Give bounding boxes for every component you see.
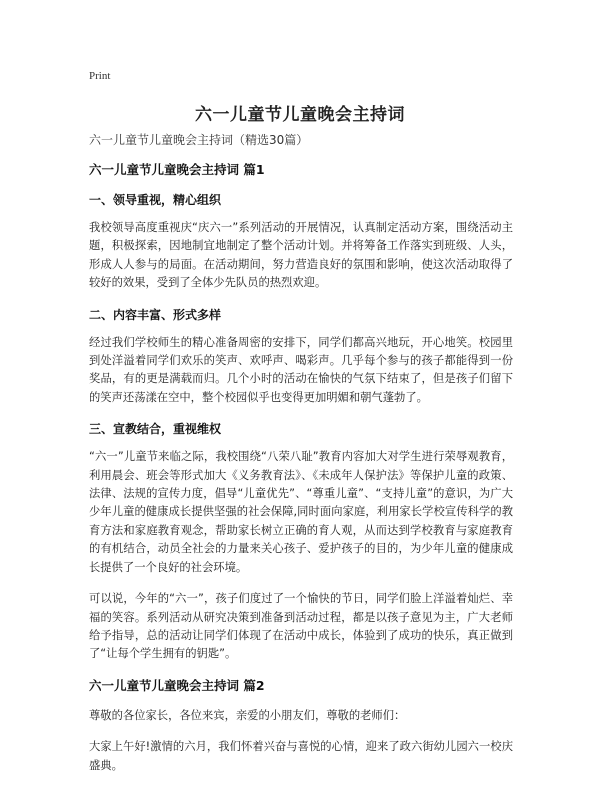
section2-heading: 二、内容丰富、形式多样 — [89, 307, 222, 322]
section1-paragraph: 我校领导高度重视庆“庆六一”系列活动的开展情况，认真制定活动方案，围绕活动主题，积极探索，因地制宜地制定了整个活动计划。并将筹备工作落实到班级、人头，形成人人参与的局面。在活动期间，努力营造良好的氛围和影响，使这次活动取得了较好的效果，受到了全体少先队员的热烈欢迎。 — [89, 221, 513, 290]
part1-heading: 六一儿童节儿童晚会主持词 篇1 — [89, 162, 265, 177]
section3-heading: 三、宣教结合，重视维权 — [89, 422, 222, 437]
print-link[interactable]: Print — [89, 70, 111, 82]
document-subtitle: 六一儿童节儿童晚会主持词（精选30篇） — [89, 133, 309, 147]
part2-paragraph-2: 大家上午好!激情的六月，我们怀着兴奋与喜悦的心情，迎来了政六街幼儿园六一校庆盛典。 — [89, 740, 513, 772]
section3-paragraph-2: 可以说，今年的“六一”，孩子们度过了一个愉快的节日，同学们脸上洋溢着灿烂、幸福的笑容。系列活动从研究决策到准备到活动过程，都是以孩子意见为主，广大老师给予指导，总的活动让同学们体现了在活动中成长，体验到了成功的快乐，真正做到了“让每个学生拥有的钥匙”。 — [89, 592, 513, 661]
document-title: 六一儿童节儿童晚会主持词 — [195, 105, 405, 125]
part2-paragraph-1: 尊敬的各位家长，各位来宾，亲爱的小朋友们，尊敬的老师们： — [89, 708, 406, 722]
part2-heading: 六一儿童节儿童晚会主持词 篇2 — [89, 677, 265, 693]
section1-heading: 一、领导重视，精心组织 — [89, 193, 222, 207]
section2-paragraph: 经过我们学校师生的精心准备周密的安排下，同学们都高兴地玩，开心地笑。校园里到处洋溢着同学们欢乐的笑声、欢呼声、喝彩声。几乎每个参与的孩子都能得到一份奖品，有的更是满载而归。几个小时的活动在愉快的气氛下结束了，但是孩子们留下的笑声还荡漾在空中，整个校园似乎也变得更加明媚和朝气蓬勃了。 — [89, 335, 513, 404]
section3-paragraph-1: “六一”儿童节来临之际，我校围绕“八荣八耻”教育内容加大对学生进行荣辱观教育，利用晨会、班会等形式加大《义务教育法》、《未成年人保护法》等保护儿童的政策、法律、法规的宣传力度，倡导“儿童优先”、“尊重儿童”、“支持儿童”的意识，为广大少年儿童的健康成长提供坚强的社会保障,同时面向家庭，利用家长学校宣传科学的教育方法和家庭教育观念，帮助家长树立正确的育人观，从而达到学校教育与家庭教育的有机结合，动员全社会的力量来关心孩子、爱护孩子的目的，为少年儿童的健康成长提供了一个良好的社会环境。 — [89, 450, 513, 574]
document-body — [89, 131, 513, 788]
